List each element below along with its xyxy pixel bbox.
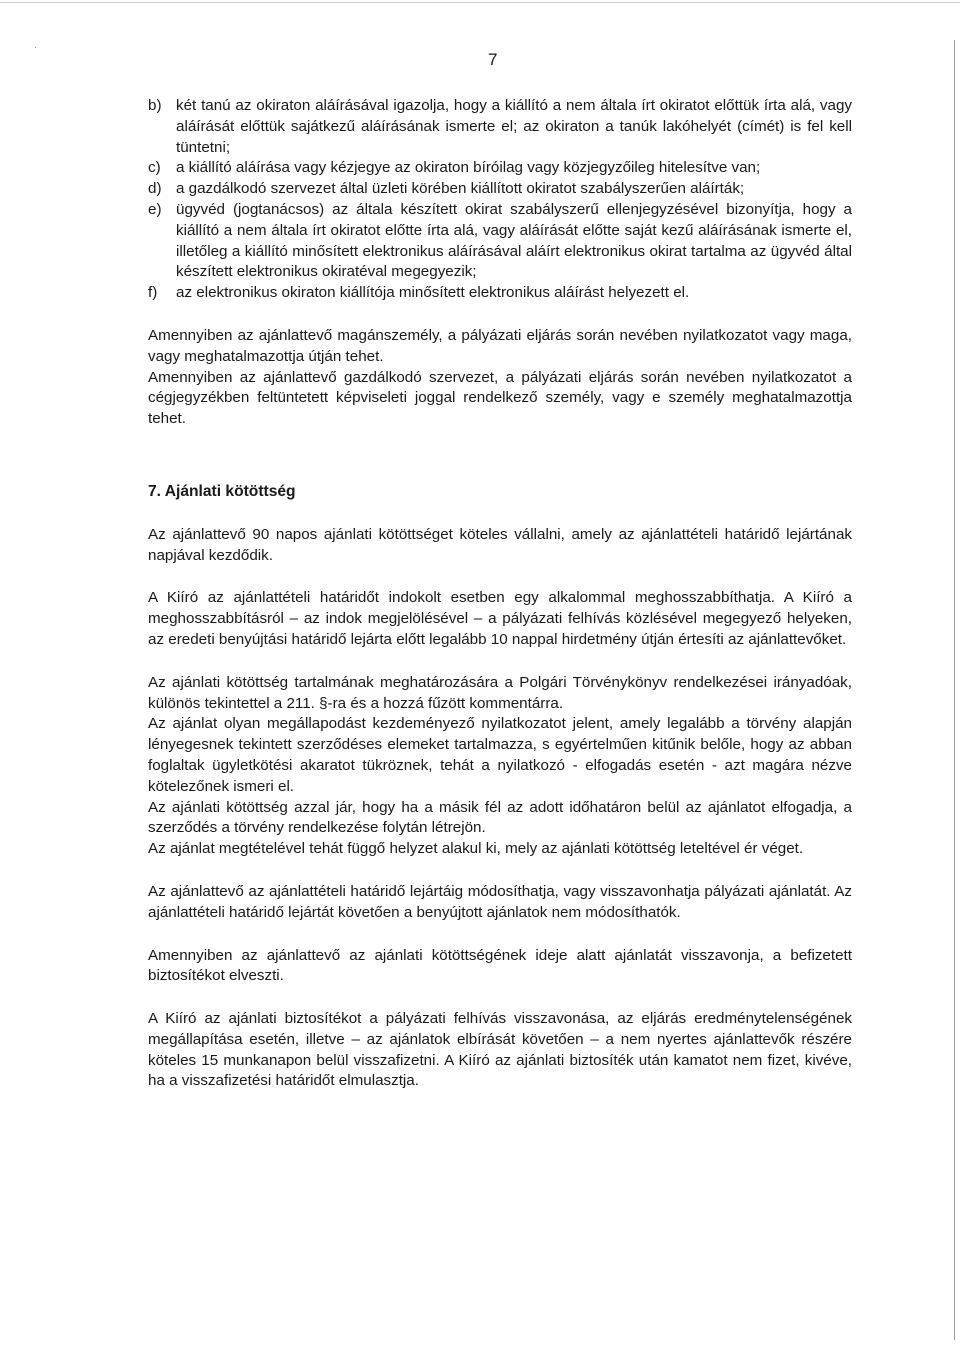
list-item-d: [148, 179, 852, 200]
paragraph-offer-definition: Az ajánlat olyan megállapodást kezdeményező nyilatkozatot jelent, amely legalább a törvény alapján lényegesnek tekintett szerződéses elemeket tartalmazza, s egyértelműen kitűnik belőle, hogy az abban foglaltak ügyletkötési akaratot tükröznek, tehát a nyilatkozó - elfogadás esetén - azt magára nézve kötelezőnek ismeri el.: [148, 715, 852, 795]
list-item-text: a kiállító aláírása vagy kézjegye az okiraton bíróilag vagy közjegyzőileg hitelesítve van;: [176, 159, 761, 177]
paragraph-offer-acceptance: Az ajánlati kötöttség azzal jár, hogy ha a másik fél az adott időhatáron belül az ajánlatot elfogadja, a szerződés a törvény rendelkezése folytán létrejön.: [148, 798, 852, 837]
section-heading: 7. Ajánlati kötöttség: [148, 482, 296, 500]
scan-edge-right: [954, 40, 955, 1340]
list-item-text: ügyvéd (jogtanácsos) az általa készített okirat szabályszerű ellenjegyzésével bizonyítja, hogy a kiállító a nem általa írt okiratot előtte írta alá, vagy aláírását előtte saját kezű aláírásának ismerte el, illetőleg a kiállító minősített elektronikus aláírásával aláírt elektronikus okirat tartalma az ügyvéd által készített elektronikus okiratéval megegyezik;: [176, 200, 852, 281]
document-body: [148, 96, 852, 1092]
list-item-text: az elektronikus okiraton kiállítója minősített elektronikus aláírást helyezett el.: [176, 284, 690, 302]
list-item-letter: c): [148, 159, 161, 177]
paragraph-modification: Az ajánlattevő az ajánlattételi határidő lejártáig módosíthatja, vagy visszavonhatja pályázati ajánlatát. Az ajánlattételi határidő lejártát követően a benyújtott ajánlatok nem módosíthatók.: [148, 882, 852, 921]
list-item-f: [148, 283, 852, 304]
paragraph-guarantee-refund: A Kiíró az ajánlati biztosítékot a pályázati felhívás visszavonása, az eljárás eredménytelenségének megállapítása esetén, illetve – az ajánlatok elbírását követően – a nem nyertes ajánlattevők részére köteles 15 munkanapon belül visszafizetni. A Kiíró az ajánlati biztosíték után kamatot nem fizet, kivéve, ha a visszafizetési határidőt elmulasztja.: [148, 1010, 852, 1090]
scan-edge-top: [0, 2, 960, 3]
list-item-text: két tanú az okiraton aláírásával igazolja, hogy a kiállító a nem általa írt okiratot előttük írta alá, vagy aláírását előttük sajátkezű aláírásának ismerte el; az okiraton a tanúk lakóhelyét (címét) is fel kell tüntetni;: [176, 97, 852, 156]
paragraph-deadline-extension: A Kiíró az ajánlattételi határidőt indokolt esetben egy alkalommal meghosszabbíthatja. A Kiíró a meghosszabbításról – az indok megjelölésével – a pályázati felhívás közlésével megegyező helyeken, az eredeti benyújtási határidő lejárta előtt legalább 10 nappal hirdetmény útján értesíti az ajánlattevőket.: [148, 589, 852, 648]
list-item-letter: f): [148, 284, 158, 302]
list-item-letter: d): [148, 180, 162, 198]
paragraph-pending-state: Az ajánlat megtételével tehát függő helyzet alakul ki, mely az ajánlati kötöttség leteltével ér véget.: [148, 840, 804, 858]
list-item-e: [148, 200, 852, 283]
page-number: 7: [488, 50, 498, 69]
paragraph-natural-person: Amennyiben az ajánlattevő magánszemély, a pályázati eljárás során nevében nyilatkozatot vagy maga, vagy meghatalmazottja útján tehet.: [148, 326, 852, 365]
list-item-b: [148, 96, 852, 158]
paragraph-withdrawal: Amennyiben az ajánlattevő az ajánlati kötöttségének ideje alatt ajánlatát visszavonja, a befizetett biztosítékot elveszti.: [148, 946, 852, 985]
paragraph-business-entity: Amennyiben az ajánlattevő gazdálkodó szervezet, a pályázati eljárás során nevében nyilatkozatot a cégjegyzékben feltüntetett képviseleti joggal rendelkező személy, vagy e személy meghatalmazottja tehet.: [148, 368, 852, 428]
scan-speck: ·: [34, 42, 38, 53]
list-item-letter: e): [148, 200, 162, 218]
list-item-c: [148, 158, 852, 179]
paragraph-binding-period: Az ajánlattevő 90 napos ajánlati kötöttséget köteles vállalni, amely az ajánlattételi határidő lejártának napjával kezdődik.: [148, 525, 852, 564]
list-item-letter: b): [148, 97, 162, 114]
paragraph-civil-code: Az ajánlati kötöttség tartalmának meghatározására a Polgári Törvénykönyv rendelkezései irányadóak, különös tekintettel a 211. §-ra és a hozzá fűzött kommentárra.: [148, 673, 852, 712]
list-item-text: a gazdálkodó szervezet által üzleti körében kiállított okiratot szabályszerűen aláírták;: [176, 180, 745, 198]
